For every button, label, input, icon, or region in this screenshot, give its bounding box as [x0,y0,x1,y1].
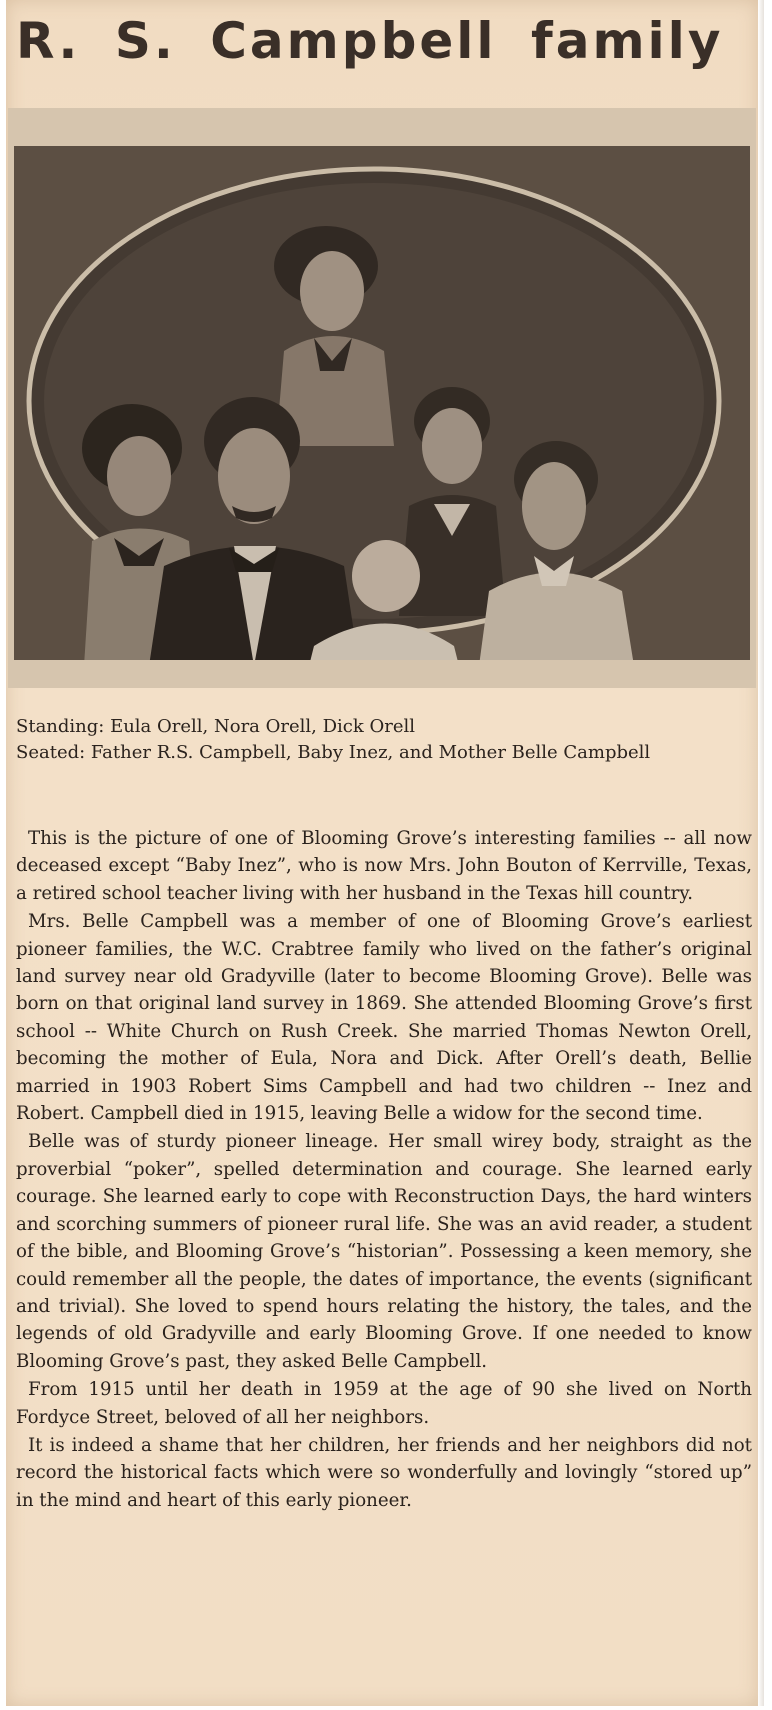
article-paragraph: Belle was of sturdy pioneer lineage. Her small wirey body, straight as the proverbial “poker”, spelled determination and courage. She learned early courage. She learned early to cope with Reconstruction Days, the hard winters and scorching summers of pioneer rural life. She was an avid reader, a student of the bible, and Blooming Grove’s “historian”. Possessing a keen memory, she could remember all the people, the dates of importance, the events (significant and trivial). She loved to spend hours relating the history, the tales, and the legends of old Gradyville and early Blooming Grove. If one needed to know Blooming Grove’s past, they asked Belle Campbell. [16,1131,752,1372]
caption-standing: Standing: Eula Orell, Nora Orell, Dick Orell [16,716,416,737]
family-portrait-photo [14,146,750,660]
headline: R. S. Campbell family [16,12,724,70]
newspaper-clipping [6,0,758,1706]
clipping-edge-shadow [758,0,764,1706]
article-paragraph: From 1915 until her death in 1959 at the age of 90 she lived on North Fordyce Street, beloved of all her neighbors. [16,1379,752,1428]
photo-frame [8,108,756,688]
article-paragraph: This is the picture of one of Blooming Grove’s interesting families -- all now deceased except “Baby Inez”, who is now Mrs. John Bouton of Kerrville, Texas, a retired school teacher living with her husband in the Texas hill country. [16,828,752,904]
caption-seated: Seated: Father R.S. Campbell, Baby Inez, and Mother Belle Campbell [16,742,651,763]
photo-caption [16,714,756,766]
portrait-illustration [14,146,750,660]
article-paragraph: Mrs. Belle Campbell was a member of one of Blooming Grove’s earliest pioneer families, the W.C. Crabtree family who lived on the father’s original land survey near old Gradyville (later to become Blooming Grove). Belle was born on that original land survey in 1869. She attended Blooming Grove’s first school -- White Church on Rush Creek. She married Thomas Newton Orell, becoming the mother of Eula, Nora and Dick. After Orell’s death, Bellie married in 1903 Robert Sims Campbell and had two children -- Inez and Robert. Campbell died in 1915, leaving Belle a widow for the second time. [16,911,752,1125]
article-body [16,825,752,1515]
article-paragraph: It is indeed a shame that her children, her friends and her neighbors did not record the historical facts which were so wonderfully and lovingly “stored up” in the mind and heart of this early pioneer. [16,1434,752,1511]
